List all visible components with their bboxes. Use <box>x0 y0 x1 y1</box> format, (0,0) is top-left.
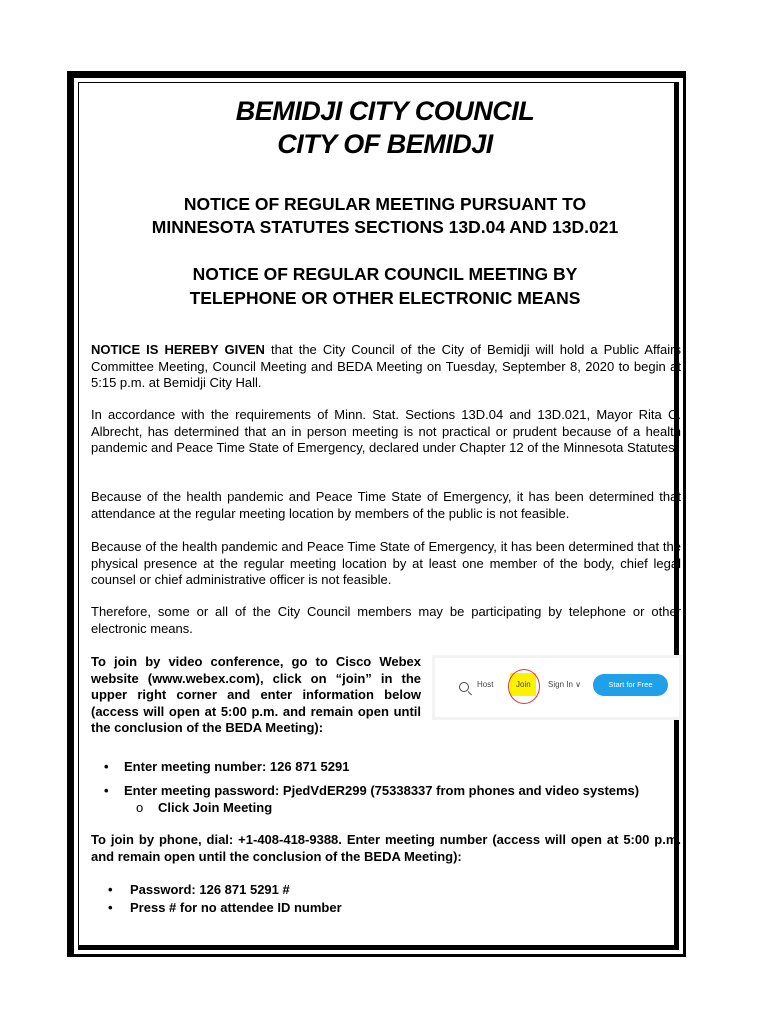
notice-paragraph <box>91 342 681 392</box>
video-join-instructions: To join by video conference, go to Cisco Webex website (www.webex.com), click on “join” in the upper right corner and enter information below (access will open at 5:00 p.m. and remain open until the conclusion of the BEDA Meeting): <box>91 654 421 735</box>
attendee-id-instruction: Press # for no attendee ID number <box>130 900 342 915</box>
webex-start-button: Start for Free <box>593 674 668 696</box>
bullet-symbol: • <box>108 882 113 897</box>
click-join-meeting: Click Join Meeting <box>158 800 273 815</box>
webex-screenshot-inner <box>435 658 679 717</box>
notice-body: that the City Council of the City of Bemidji will hold a Public Affairs Committee Meeting, Council Meeting and BEDA Meeting on Tuesday, September 8, 2020 to begin at 5:15 p.m. at Bemidji City Hall. <box>91 342 681 390</box>
sub-bullet-symbol: o <box>136 800 144 815</box>
electronic-heading-line2: TELEPHONE OR OTHER ELECTRONIC MEANS <box>189 288 581 308</box>
webex-host-link: Host <box>477 680 494 689</box>
search-icon <box>459 682 469 692</box>
notice-lead: NOTICE IS HEREBY GIVEN <box>91 342 265 357</box>
notice-heading-line1: NOTICE OF REGULAR MEETING PURSUANT TO <box>183 194 587 214</box>
participation-paragraph: Therefore, some or all of the City Council members may be participating by telephone or other electronic means. <box>91 604 681 636</box>
phone-password: Password: 126 871 5291 # <box>130 882 290 897</box>
webex-sign-in-link: Sign In ∨ <box>548 680 581 689</box>
meeting-number: Enter meeting number: 126 871 5291 <box>124 759 350 774</box>
bullet-symbol: • <box>104 783 109 798</box>
city-title: CITY OF BEMIDJI <box>277 129 493 159</box>
webex-join-link: Join <box>516 680 531 689</box>
public-attendance-paragraph: Because of the health pandemic and Peace Time State of Emergency, it has been determined that attendance at the regular meeting location by members of the public is not feasible. <box>91 489 681 521</box>
meeting-password: Enter meeting password: PjedVdER299 (75338337 from phones and video systems) <box>124 783 640 798</box>
physical-presence-paragraph: Because of the health pandemic and Peace Time State of Emergency, it has been determined that the physical presence at the regular meeting location by at least one member of the body, chief legal counsel or chief administrative officer is not feasible. <box>91 539 681 587</box>
bullet-symbol: • <box>108 900 113 915</box>
determination-paragraph: In accordance with the requirements of Minn. Stat. Sections 13D.04 and 13D.021, Mayor Rita C. Albrecht, has determined that an in person meeting is not practical or prudent because of a health pandemic and Peace Time State of Emergency, declared under Chapter 12 of the Minnesota Statutes. <box>91 407 681 455</box>
phone-join-instructions: To join by phone, dial: +1-408-418-9388. Enter meeting number (access will open at 5:00 p.m. and remain open until the conclusion of the BEDA Meeting): <box>91 832 681 864</box>
webex-screenshot <box>432 655 682 720</box>
council-title: BEMIDJI CITY COUNCIL <box>235 96 535 126</box>
notice-heading-line2: MINNESOTA STATUTES SECTIONS 13D.04 AND 13D.021 <box>151 217 619 237</box>
electronic-heading-line1: NOTICE OF REGULAR COUNCIL MEETING BY <box>192 264 578 284</box>
bullet-symbol: • <box>104 759 109 774</box>
